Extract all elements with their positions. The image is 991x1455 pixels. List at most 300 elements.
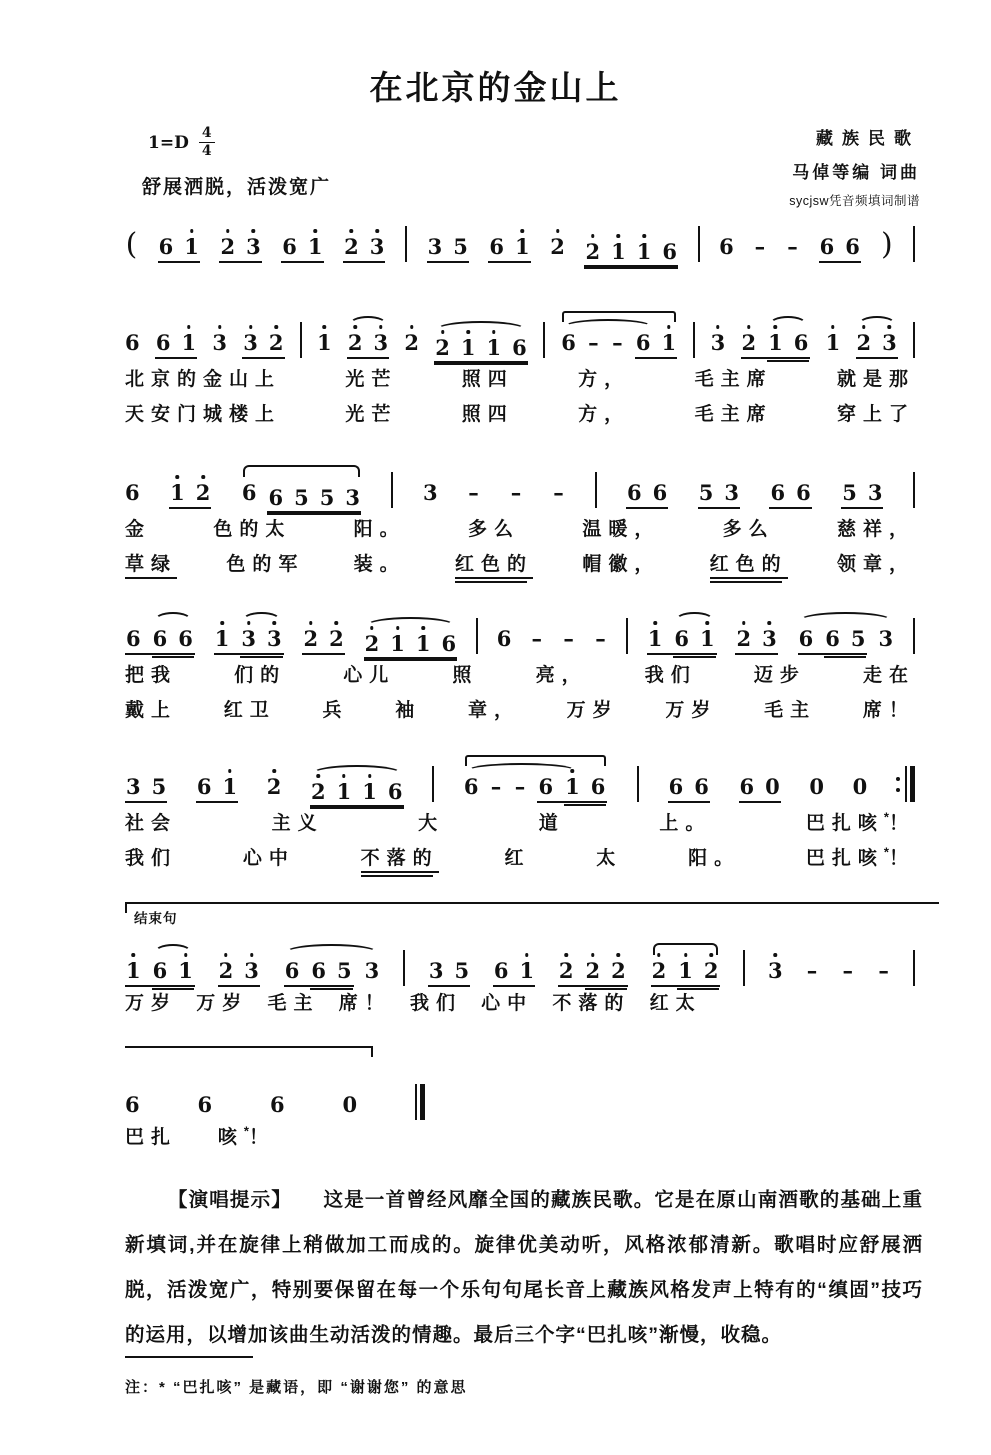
note-group <box>635 332 677 359</box>
barline <box>626 618 628 654</box>
note: 6 <box>268 485 284 510</box>
notation-line <box>125 206 915 264</box>
note: 6 <box>125 330 140 355</box>
note: 6 <box>155 330 171 355</box>
lyric-syllable: 方， <box>578 404 631 425</box>
note: 2 <box>856 330 872 355</box>
note: 1 <box>460 335 476 360</box>
dash-symbol: – <box>754 234 766 259</box>
key-label: 1=D <box>148 132 189 153</box>
lyric-syllable: 多么 <box>467 519 520 540</box>
lyric-syllable: 帽徽， <box>582 554 661 575</box>
note: 1 <box>678 958 693 983</box>
note: 3 <box>768 958 783 983</box>
time-signature-numerator: 4 <box>199 126 215 143</box>
note: 3 <box>364 958 380 983</box>
lyric-row <box>125 695 915 722</box>
note-group <box>537 776 607 803</box>
note: 3 <box>369 234 385 259</box>
barline <box>913 226 915 262</box>
dash-symbol: – <box>531 626 543 651</box>
lyric-syllable: 心中 <box>481 993 534 1014</box>
note-group <box>281 236 323 263</box>
note: 1 <box>222 774 238 799</box>
footnote: 注：* “巴扎咳” 是藏语，即 “谢谢您” 的意思 <box>125 1379 468 1396</box>
note-group <box>673 628 715 650</box>
note: 1 <box>486 335 502 360</box>
note: 2 <box>611 958 626 983</box>
page-title: 在北京的金山上 <box>369 69 622 106</box>
dash-symbol: – <box>468 480 479 505</box>
lyric-syllable: 方， <box>578 369 631 390</box>
lyric-syllable: 大 <box>418 813 445 834</box>
dash-symbol: – <box>878 958 889 983</box>
note-group <box>558 960 628 987</box>
note-group <box>158 236 200 263</box>
note-group <box>125 628 195 655</box>
note: 1 <box>126 958 141 983</box>
coda-label: 结束句 <box>134 911 178 926</box>
note: 6 <box>496 626 512 651</box>
note: 6 <box>152 626 168 651</box>
dash-symbol: – <box>612 330 623 355</box>
note: 2 <box>347 330 363 355</box>
coda-bracket <box>125 902 939 904</box>
note-group <box>152 628 194 650</box>
note: 1 <box>661 330 677 355</box>
note-group <box>310 781 404 807</box>
note-group <box>214 628 284 655</box>
lyric-syllable: 亮， <box>535 665 588 686</box>
note: 3 <box>244 958 259 983</box>
dash-symbol: – <box>563 626 574 651</box>
note: 6 <box>719 234 734 259</box>
note-group <box>585 960 627 982</box>
note: 1 <box>214 626 230 651</box>
note-group <box>155 332 197 359</box>
final-barline <box>415 1084 425 1120</box>
note-group <box>267 487 361 513</box>
note: 2 <box>220 234 236 259</box>
note: 2 <box>651 958 667 983</box>
note-group <box>310 960 352 982</box>
lyric-syllable: 道 <box>538 813 565 834</box>
note: 3 <box>212 330 227 355</box>
note: 1 <box>768 330 783 355</box>
note-group <box>242 332 284 359</box>
note: 6 <box>125 1092 140 1117</box>
note: 3 <box>266 626 282 651</box>
lyric-syllable: 毛主 <box>267 993 320 1014</box>
lyric-row <box>125 364 915 391</box>
music-system <box>125 302 915 452</box>
notation-line <box>125 452 915 510</box>
lyric-syllable: 我们 <box>409 993 462 1014</box>
note: 6 <box>463 774 479 799</box>
note: 6 <box>798 626 814 651</box>
note: 1 <box>170 480 185 505</box>
lyric-syllable: 席！ <box>862 700 915 721</box>
note: 6 <box>197 1092 213 1117</box>
lyric-syllable: 把我 <box>125 665 178 686</box>
lyric-syllable: 万岁 <box>125 993 178 1014</box>
note-group <box>284 960 354 987</box>
music-system <box>125 746 915 896</box>
note-group <box>767 332 809 354</box>
note: 1 <box>565 774 580 799</box>
note: 2 <box>364 631 380 656</box>
note: 2 <box>585 239 601 264</box>
lyric-syllable: 我们 <box>644 665 697 686</box>
note-group <box>427 236 469 263</box>
note: 6 <box>626 480 642 505</box>
note-group <box>125 776 167 803</box>
barline <box>432 766 434 802</box>
lyric-row <box>125 808 915 835</box>
lyric-syllable: 戴上 <box>125 700 178 721</box>
lyric-syllable: 万岁 <box>665 700 718 721</box>
note: 6 <box>158 234 174 259</box>
lyric-row <box>125 1122 275 1149</box>
note-group <box>819 236 861 263</box>
note-group <box>125 960 195 987</box>
barline <box>743 950 745 986</box>
note: 6 <box>668 774 684 799</box>
note: 2 <box>195 480 211 505</box>
note: 3 <box>867 480 883 505</box>
asterisk-mark: * <box>883 844 889 860</box>
note-group <box>824 628 866 650</box>
note-group <box>196 776 238 803</box>
note: 6 <box>493 958 509 983</box>
note: 6 <box>793 330 809 355</box>
credits-block <box>789 124 920 209</box>
note: 0 <box>852 774 868 799</box>
note: 1 <box>184 234 199 259</box>
note-group <box>240 628 282 650</box>
note-group <box>651 960 721 987</box>
barline <box>476 618 478 654</box>
lyric-syllable: 席！ <box>338 993 391 1014</box>
barline <box>300 322 302 358</box>
barline <box>405 226 407 262</box>
note: 3 <box>241 626 256 651</box>
note: 2 <box>303 626 319 651</box>
note: 6 <box>284 958 300 983</box>
lyric-syllable: 色的太 <box>213 519 292 540</box>
lyric-syllable: 阳。 <box>353 519 406 540</box>
note: 1 <box>336 779 352 804</box>
note: 6 <box>538 774 554 799</box>
footnote-rule <box>125 1356 253 1358</box>
note: 1 <box>362 779 377 804</box>
lyric-syllable: 慈祥， <box>836 519 915 540</box>
note: 6 <box>825 626 840 651</box>
lyric-syllable: 红色的 <box>455 549 533 579</box>
lyric-syllable: 多么 <box>722 519 775 540</box>
note: 3 <box>428 958 444 983</box>
note: 1 <box>390 631 405 656</box>
note-group <box>219 236 261 263</box>
barline <box>913 322 915 358</box>
note-group <box>428 960 470 987</box>
tempo-marking: 舒展洒脱，活泼宽广 <box>142 177 332 198</box>
lyric-row <box>125 660 915 687</box>
note: 5 <box>319 485 335 510</box>
note: 6 <box>652 480 668 505</box>
lyric-syllable: 阳。 <box>688 848 741 869</box>
note: 5 <box>336 958 352 983</box>
note: 5 <box>294 485 309 510</box>
dash-symbol: – <box>553 480 564 505</box>
note: 6 <box>770 480 786 505</box>
note: 2 <box>550 234 565 259</box>
lyric-syllable: 兵 <box>322 700 349 721</box>
lyric-syllable: 社会 <box>125 813 178 834</box>
music-system <box>125 452 915 602</box>
note: 3 <box>422 480 438 505</box>
lyric-syllable: 巴扎咳*！ <box>805 809 915 834</box>
lyric-row <box>125 514 915 541</box>
lyric-syllable: 光芒 <box>345 404 398 425</box>
note-group <box>169 482 211 509</box>
music-system <box>125 598 915 748</box>
note: 2 <box>404 330 419 355</box>
note-group <box>343 236 385 263</box>
lyric-syllable: 不落的 <box>552 993 631 1014</box>
barline <box>913 950 915 986</box>
lyric-syllable: 迈步 <box>753 665 806 686</box>
note: 6 <box>178 626 193 651</box>
note-group <box>152 960 194 982</box>
note: 6 <box>590 774 606 799</box>
note: 2 <box>736 626 752 651</box>
note: 0 <box>342 1092 358 1117</box>
lyric-syllable: 金 <box>125 519 152 540</box>
dash-symbol: – <box>806 958 818 983</box>
lyric-syllable: 袖 <box>395 700 422 721</box>
barline <box>391 472 393 508</box>
note: 3 <box>246 234 261 259</box>
note: 1 <box>647 626 663 651</box>
note: 6 <box>126 626 141 651</box>
note: 5 <box>850 626 866 651</box>
barline <box>913 472 915 508</box>
note: 1 <box>178 958 193 983</box>
dash-symbol: – <box>510 480 522 505</box>
note-group <box>797 628 895 650</box>
barline <box>403 950 405 986</box>
note: 6 <box>196 774 212 799</box>
lyric-syllable: 就是那 <box>836 369 915 390</box>
lyric-syllable: 红色的 <box>710 549 788 579</box>
note: 3 <box>762 626 777 651</box>
lyric-syllable: 毛主席 <box>694 369 773 390</box>
note: 2 <box>329 626 344 651</box>
music-system <box>125 1040 915 1190</box>
note-group <box>560 332 678 354</box>
note: 6 <box>796 480 811 505</box>
barline <box>913 618 915 654</box>
note: 6 <box>282 234 297 259</box>
note-group <box>698 482 740 509</box>
dash-symbol: – <box>490 774 502 799</box>
note-group <box>841 482 883 509</box>
note: 5 <box>151 774 167 799</box>
lyric-syllable: 照 <box>452 665 479 686</box>
note-group <box>434 337 528 363</box>
note: 5 <box>698 480 714 505</box>
note: 1 <box>636 239 652 264</box>
note: 0 <box>765 774 780 799</box>
dash-symbol: – <box>842 958 854 983</box>
note: 6 <box>125 480 140 505</box>
note: 6 <box>441 631 457 656</box>
note: 0 <box>809 774 825 799</box>
note: 1 <box>181 330 197 355</box>
lyric-syllable: 巴扎咳*！ <box>805 844 915 869</box>
lyric-row <box>125 399 915 426</box>
note-group <box>564 776 606 798</box>
barline <box>698 226 700 262</box>
notation-line <box>125 930 915 982</box>
note: 2 <box>703 958 719 983</box>
note-group <box>769 482 811 509</box>
note: 2 <box>435 335 450 360</box>
note: 3 <box>710 330 726 355</box>
barline <box>543 322 545 358</box>
note: 3 <box>373 330 389 355</box>
lyric-syllable: 天安门城楼上 <box>125 404 282 425</box>
note: 6 <box>819 234 835 259</box>
lyric-syllable: 温暖， <box>582 519 661 540</box>
note: 3 <box>243 330 258 355</box>
lyric-syllable: 照四 <box>461 404 514 425</box>
note: 1 <box>611 239 626 264</box>
note: 2 <box>585 958 601 983</box>
lyric-syllable: 照四 <box>461 369 514 390</box>
note: 6 <box>387 779 403 804</box>
note: 6 <box>845 234 860 259</box>
lyric-syllable: 巴扎 <box>125 1127 178 1148</box>
note: 6 <box>561 330 576 355</box>
note-group <box>218 960 260 987</box>
note: 5 <box>842 480 857 505</box>
dash-symbol: – <box>514 774 526 799</box>
notation-line <box>125 302 915 360</box>
dash-symbol: – <box>787 234 798 259</box>
note: 6 <box>311 958 326 983</box>
asterisk-mark: * <box>243 1123 249 1139</box>
lyric-row <box>125 843 915 873</box>
note-group <box>241 480 362 510</box>
lyric-syllable: 草绿 <box>125 549 177 579</box>
note: 6 <box>512 335 527 360</box>
note: 6 <box>270 1092 285 1117</box>
lyric-syllable: 领章， <box>836 554 915 575</box>
dash-symbol: – <box>588 330 599 355</box>
note-group <box>647 628 717 655</box>
note: 1 <box>825 330 841 355</box>
note: 6 <box>635 330 651 355</box>
note: 2 <box>268 330 284 355</box>
credit-genre: 藏族民歌 <box>816 129 920 148</box>
note: 2 <box>311 779 326 804</box>
note-group <box>283 960 381 982</box>
notation-line <box>125 1064 425 1116</box>
lyric-syllable: 咳*！ <box>217 1123 275 1148</box>
note-group <box>741 332 811 359</box>
note-group <box>735 628 777 655</box>
note: 1 <box>699 626 715 651</box>
note-group <box>798 628 868 655</box>
key-signature <box>148 126 215 159</box>
note: 1 <box>415 631 431 656</box>
lyric-syllable: 主义 <box>271 813 324 834</box>
lyric-syllable: 色的军 <box>226 554 305 575</box>
notation-line <box>125 746 915 804</box>
note: 2 <box>558 958 574 983</box>
lyric-row <box>125 988 702 1015</box>
lyric-syllable: 上。 <box>659 813 712 834</box>
note: 3 <box>345 485 360 510</box>
lyric-syllable: 太 <box>596 848 623 869</box>
note: 1 <box>317 330 332 355</box>
time-signature <box>199 126 215 159</box>
note-group <box>626 482 668 509</box>
note-group <box>488 236 530 263</box>
asterisk-mark: * <box>883 809 889 825</box>
note: 3 <box>882 330 897 355</box>
note-group <box>463 776 609 798</box>
note: 3 <box>724 480 739 505</box>
note: 1 <box>519 958 535 983</box>
note: 1 <box>515 234 530 259</box>
note-group <box>739 776 781 803</box>
note: 6 <box>241 480 257 505</box>
lyric-row <box>125 549 915 579</box>
parenthesis-symbol: ( <box>125 227 138 262</box>
lyric-syllable: 红 <box>504 848 531 869</box>
lyric-syllable: 光芒 <box>345 369 398 390</box>
lyric-syllable: 装。 <box>353 554 406 575</box>
time-signature-denominator: 4 <box>201 143 212 159</box>
note: 3 <box>878 626 894 651</box>
note: 3 <box>126 774 141 799</box>
note: 6 <box>674 626 689 651</box>
note: 2 <box>741 330 757 355</box>
note-group <box>347 332 389 359</box>
lyric-syllable: 心儿 <box>343 665 396 686</box>
lyric-syllable: 万岁 <box>196 993 249 1014</box>
note-group <box>364 633 458 659</box>
dash-symbol: – <box>595 626 606 651</box>
note: 1 <box>307 234 323 259</box>
lyric-syllable: 毛主 <box>764 700 817 721</box>
note: 2 <box>266 774 282 799</box>
performance-notes: 【演唱提示】 这是一首曾经风靡全国的藏族民歌。它是在原山南酒歌的基础上重新填词,并在旋律上稍做加工而成的。旋律优美动听，风格浓郁清新。歌唱时应舒展洒脱，活泼宽广，特别要保留在每一个乐句句尾长音上藏族风格发声上特有的“缜固”技巧的运用，以增加该曲生动活泼的情趣。最后三个字“巴扎咳”渐慢，收稳。 <box>125 1189 923 1346</box>
lyric-syllable: 北京的金山上 <box>125 369 282 390</box>
lyric-syllable: 穿上了 <box>836 404 915 425</box>
barline <box>637 766 639 802</box>
lyric-syllable: 心中 <box>242 848 295 869</box>
lyric-syllable: 万岁 <box>566 700 619 721</box>
note: 6 <box>662 239 677 264</box>
repeat-end-barline <box>896 766 915 802</box>
lyric-syllable: 红卫 <box>223 700 276 721</box>
lyric-syllable: 们的 <box>234 665 287 686</box>
note: 5 <box>454 958 470 983</box>
